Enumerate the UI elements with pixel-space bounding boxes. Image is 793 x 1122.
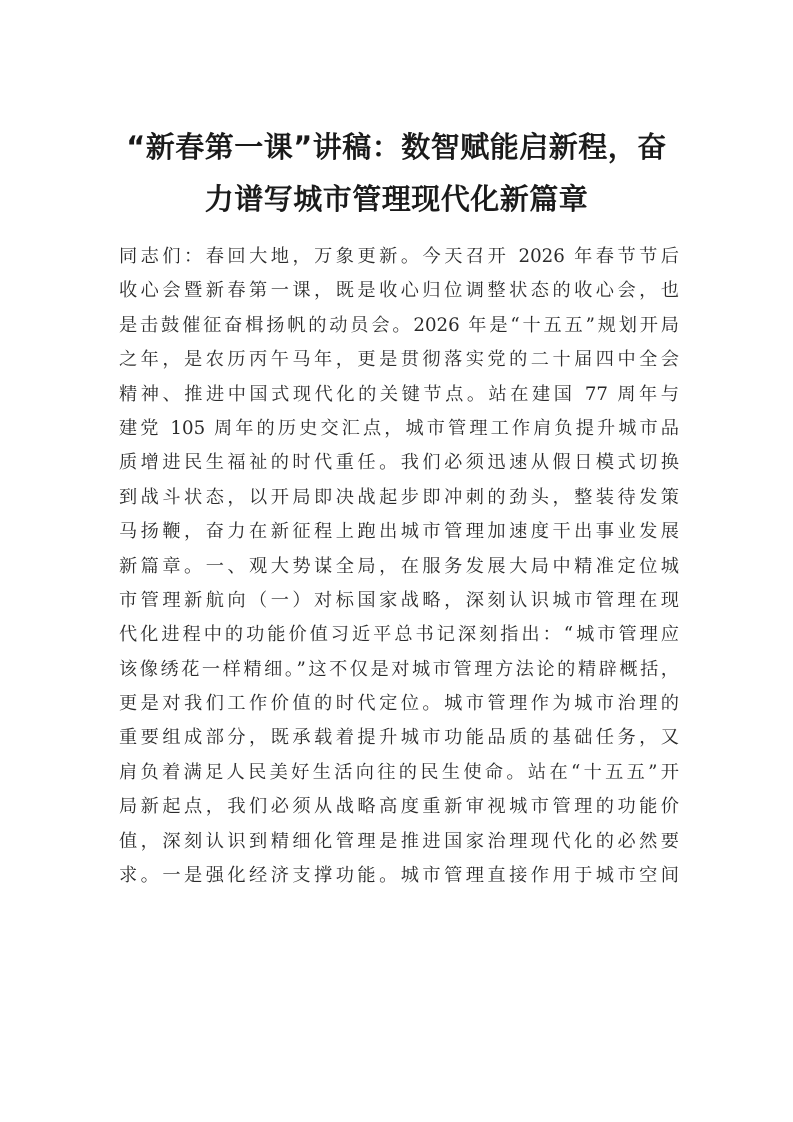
body-line: 同志们：春回大地，万象更新。今天召开 2026 年春节节后	[119, 246, 679, 267]
document-title	[100, 121, 693, 225]
body-line: 是击鼓催征奋楫扬帆的动员会。2026 年是“十五五”规划开局	[119, 314, 679, 336]
body-line: 收心会暨新春第一课，既是收心归位调整状态的收心会，也	[119, 280, 679, 302]
body-line: 市管理新航向（一）对标国家战略，深刻认识城市管理在现	[119, 589, 679, 611]
title-line-2: 力谱写城市管理现代化新篇章	[204, 182, 589, 216]
body-line: 肩负着满足人民美好生活向往的民生使命。站在“十五五”开	[119, 761, 679, 783]
body-line: 建党 105 周年的历史交汇点，城市管理工作肩负提升城市品	[119, 417, 679, 439]
body-line: 马扬鞭，奋力在新征程上跑出城市管理加速度干出事业发展	[119, 521, 679, 543]
body-line: 新篇章。一、观大势谋全局，在服务发展大局中精准定位城	[119, 555, 679, 577]
body-line: 质增进民生福祉的时代重任。我们必须迅速从假日模式切换	[119, 452, 679, 474]
body-line: 精神、推进中国式现代化的关键节点。站在建国 77 周年与	[119, 383, 679, 405]
body-line: 更是对我们工作价值的时代定位。城市管理作为城市治理的	[119, 693, 679, 715]
body-line: 局新起点，我们必须从战略高度重新审视城市管理的功能价	[119, 796, 679, 818]
body-line: 值，深刻认识到精细化管理是推进国家治理现代化的必然要	[119, 830, 679, 852]
body-line: 到战斗状态，以开局即决战起步即冲刺的劲头，整装待发策	[119, 486, 679, 508]
body-line: 重要组成部分，既承载着提升城市功能品质的基础任务，又	[119, 727, 679, 749]
body-line: 求。一是强化经济支撑功能。城市管理直接作用于城市空间	[119, 865, 679, 887]
body-line: 代化进程中的功能价值习近平总书记深刻指出：“城市管理应	[119, 624, 679, 646]
body-line: 该像绣花一样精细。”这不仅是对城市管理方法论的精辟概括，	[119, 658, 679, 680]
body-line: 之年，是农历丙午马年，更是贯彻落实党的二十届四中全会	[119, 349, 679, 371]
body-paragraph	[119, 240, 679, 893]
title-line-1: “新春第一课”讲稿：数智赋能启新程，奋	[126, 130, 667, 164]
